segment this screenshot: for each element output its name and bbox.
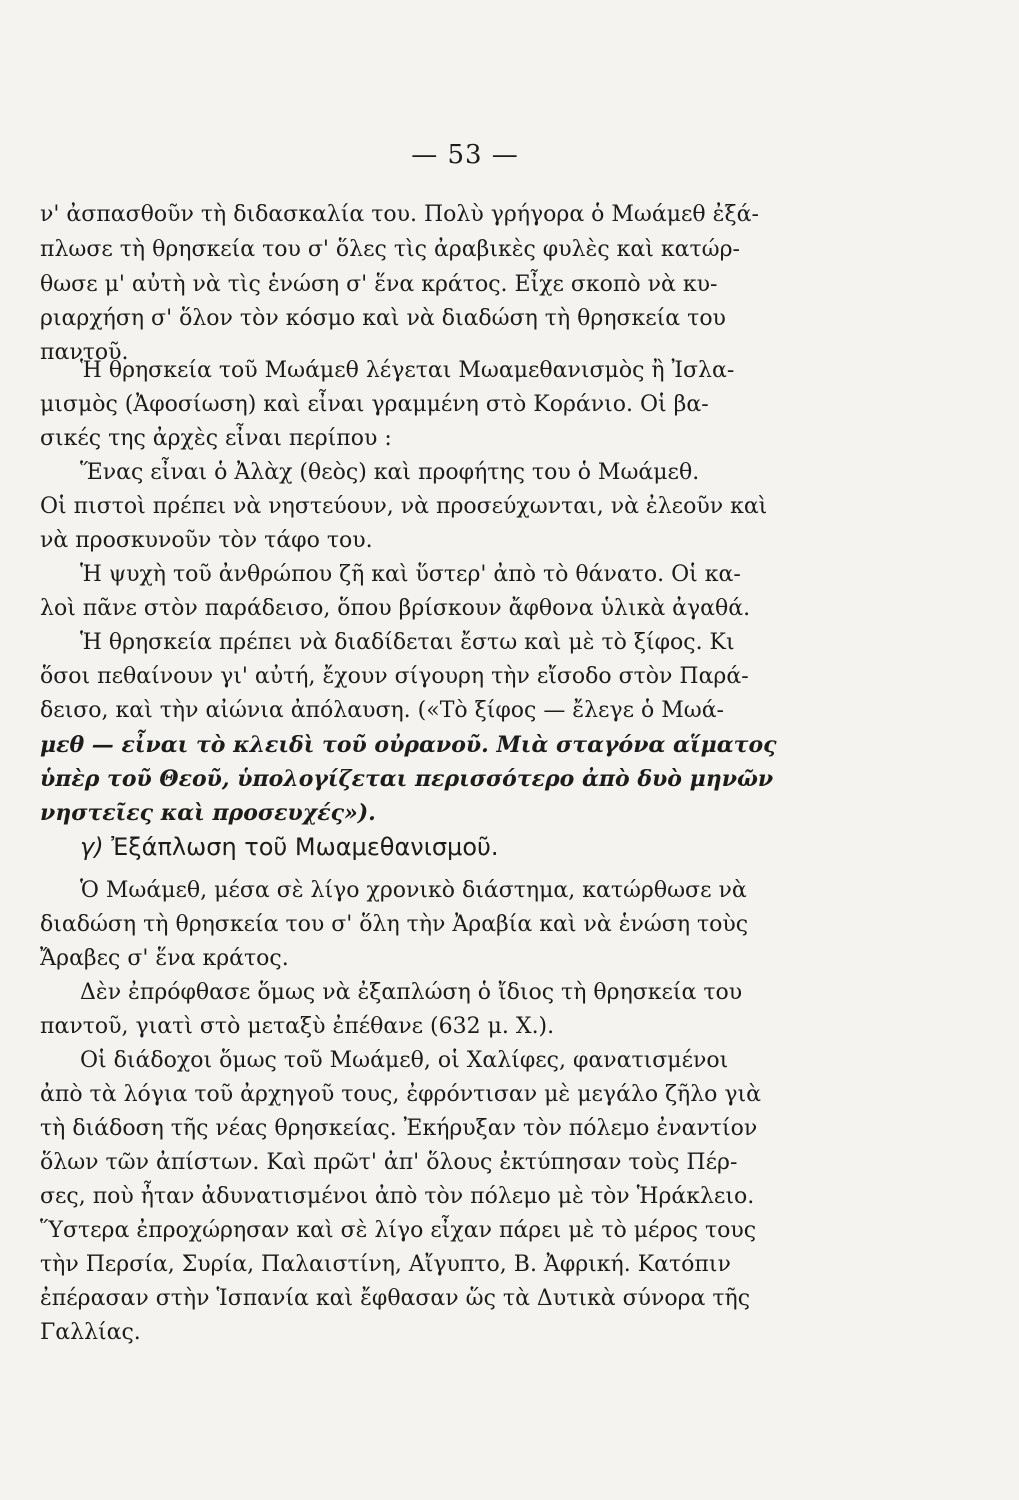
text-line: ριαρχήση σ' ὅλον τὸν κόσμο καὶ νὰ διαδώση τὴ θρησκεία του xyxy=(40,306,726,331)
text-line: ὅσοι πεθαίνουν γι' αὐτή, ἔχουν σίγουρη τὴν εἴσοδο στὸν Παρά- xyxy=(40,664,749,689)
text-line: τὴν Περσία, Συρία, Παλαιστίνη, Αἴγυπτο, Β. Ἀφρική. Κατόπιν xyxy=(40,1252,731,1277)
text-line: Οἱ διάδοχοι ὅμως τοῦ Μωάμεθ, οἱ Χαλίφες, φανατισμένοι xyxy=(80,1048,729,1073)
text-line: ν' ἀσπασθοῦν τὴ διδασκαλία του. Πολὺ γρήγορα ὁ Μωάμεθ ἐξά- xyxy=(40,202,759,227)
section-label: γ) xyxy=(80,833,104,861)
text-line: ἐπέρασαν στὴν Ἱσπανία καὶ ἔφθασαν ὥς τὰ Δυτικὰ σύνορα τῆς xyxy=(40,1286,751,1311)
text-line: παντοῦ. xyxy=(40,340,129,365)
text-line: Ἄραβες σ' ἕνα κράτος. xyxy=(40,946,289,971)
text-line: Δὲν ἐπρόφθασε ὅμως νὰ ἐξαπλώση ὁ ἴδιος τὴ θρησκεία του xyxy=(80,980,743,1005)
text-line: Ἡ θρησκεία πρέπει νὰ διαδίδεται ἔστω καὶ μὲ τὸ ξίφος. Κι xyxy=(80,630,735,655)
text-line: Ἕνας εἶναι ὁ Ἀλὰχ (θεὸς) καὶ προφήτης του ὁ Μωάμεθ. xyxy=(80,460,700,485)
text-line: διαδώση τὴ θρησκεία του σ' ὅλη τὴν Ἀραβία καὶ νὰ ἑνώση τοὺς xyxy=(40,912,749,937)
section-heading xyxy=(80,832,780,862)
text-line: Ὕστερα ἐπροχώρησαν καὶ σὲ λίγο εἶχαν πάρει μὲ τὸ μέρος τους xyxy=(40,1218,757,1243)
text-line: Γαλλίας. xyxy=(40,1320,141,1345)
text-line: νὰ προσκυνοῦν τὸν τάφο του. xyxy=(40,528,373,553)
text-line: ὑπὲρ τοῦ Θεοῦ, ὑπολογίζεται περισσότερο ἀπὸ δυὸ μηνῶν xyxy=(40,766,774,792)
text-line: μισμὸς (Ἀφοσίωση) καὶ εἶναι γραμμένη στὸ Κοράνιο. Οἱ βα- xyxy=(40,392,709,417)
text-line: τὴ διάδοση τῆς νέας θρησκείας. Ἐκήρυξαν τὸν πόλεμο ἐναντίον xyxy=(40,1116,758,1141)
text-line: ὅλων τῶν ἀπίστων. Καὶ πρῶτ' ἀπ' ὅλους ἐκτύπησαν τοὺς Πέρ- xyxy=(40,1150,738,1175)
text-line: σικές της ἀρχὲς εἶναι περίπου : xyxy=(40,426,392,451)
page-number: — 53 — xyxy=(411,140,519,170)
text-line: μεθ — εἶναι τὸ κλειδὶ τοῦ οὐρανοῦ. Μιὰ σταγόνα αἵματος xyxy=(40,732,777,758)
text-line: σες, ποὺ ἦταν ἀδυνατισμένοι ἀπὸ τὸν πόλεμο μὲ τὸν Ἡράκλειο. xyxy=(40,1184,755,1209)
text-line: Ὁ Μωάμεθ, μέσα σὲ λίγο χρονικὸ διάστημα, κατώρθωσε νὰ xyxy=(80,878,747,903)
text-line: λοὶ πᾶνε στὸν παράδεισο, ὅπου βρίσκουν ἄφθονα ὑλικὰ ἀγαθά. xyxy=(40,596,751,621)
text-line: νηστεῖες καὶ προσευχές»). xyxy=(40,800,376,826)
text-line: δεισο, καὶ τὴν αἰώνια ἀπόλαυση. («Τὸ ξίφος — ἔλεγε ὁ Μωά- xyxy=(40,698,724,723)
section-title: Ἐξάπλωση τοῦ Μωαμεθανισμοῦ. xyxy=(111,833,499,861)
text-line: παντοῦ, γιατὶ στὸ μεταξὺ ἐπέθανε (632 μ. Χ.). xyxy=(40,1014,555,1039)
text-line: ἀπὸ τὰ λόγια τοῦ ἀρχηγοῦ τους, ἐφρόντισαν μὲ μεγάλο ζῆλο γιὰ xyxy=(40,1082,762,1107)
text-line: θωσε μ' αὐτὴ νὰ τὶς ἑνώση σ' ἕνα κράτος. Εἶχε σκοπὸ νὰ κυ- xyxy=(40,272,718,297)
text-line: πλωσε τὴ θρησκεία του σ' ὅλες τὶς ἀραβικὲς φυλὲς καὶ κατώρ- xyxy=(40,237,740,262)
text-line: Οἱ πιστοὶ πρέπει νὰ νηστεύουν, νὰ προσεύχωνται, νὰ ἐλεοῦν καὶ xyxy=(40,494,768,519)
text-line: Ἡ ψυχὴ τοῦ ἀνθρώπου ζῆ καὶ ὕστερ' ἀπὸ τὸ θάνατο. Οἱ κα- xyxy=(80,562,741,587)
text-line: Ἡ θρησκεία τοῦ Μωάμεθ λέγεται Μωαμεθανισμὸς ἢ Ἰσλα- xyxy=(80,358,735,383)
